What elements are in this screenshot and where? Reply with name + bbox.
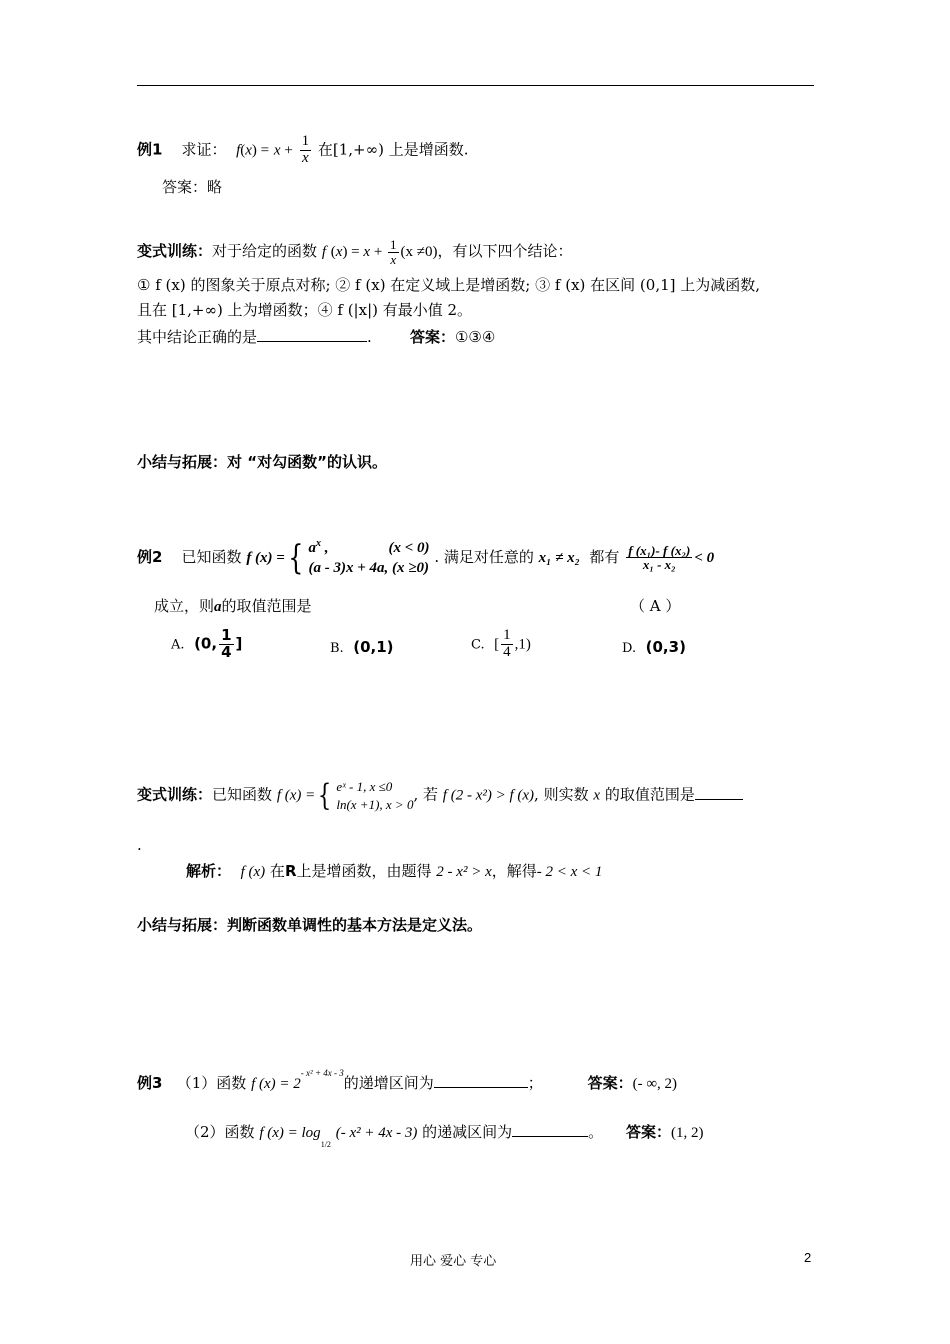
option-c bbox=[471, 628, 531, 661]
example-2-all: 都有 bbox=[589, 547, 620, 566]
example-1-prompt: 求证： bbox=[181, 140, 227, 159]
example-1-answer: 答案：略 bbox=[162, 178, 223, 196]
footer-motto: 用心 爱心 专心 bbox=[410, 1254, 497, 1269]
variant-2-analysis-in: 在 bbox=[269, 862, 285, 880]
variant-2-intro: 已知函数 bbox=[212, 785, 273, 804]
page-number: 2 bbox=[804, 1250, 812, 1265]
variant-2-cases bbox=[336, 778, 413, 813]
example-1-label: 例1 bbox=[137, 140, 163, 159]
example-3-p2-answer: (1, 2) bbox=[670, 1125, 704, 1141]
variant-1-statements-1: ① f (x) 的图象关于原点对称; ② f (x) 在定义域上是增函数; ③ f (x) 在区间 (0,1] 上为减函数, bbox=[137, 276, 761, 294]
option-a-fraction bbox=[219, 628, 233, 661]
option-b-text: (0,1) bbox=[353, 638, 394, 656]
option-c-pre: [ bbox=[494, 636, 500, 653]
example-3-p1-func: f (x) = 2 bbox=[251, 1076, 301, 1092]
variant-2-analysis bbox=[186, 862, 602, 881]
example-3-p2-blank bbox=[512, 1122, 588, 1137]
option-c-letter: C. bbox=[471, 637, 485, 653]
option-c-num: 1 bbox=[503, 627, 511, 643]
example-3-p2-end: 。 bbox=[588, 1123, 604, 1141]
example-1-fraction bbox=[300, 134, 312, 167]
variant-2-line bbox=[137, 778, 743, 813]
option-a-num: 1 bbox=[221, 626, 232, 644]
example-1-x: x bbox=[245, 142, 252, 159]
example-2-line bbox=[137, 537, 714, 579]
variant-2-answer-blank bbox=[695, 785, 743, 800]
example-3-part-1 bbox=[137, 1068, 677, 1093]
option-c-den: 4 bbox=[503, 643, 511, 660]
example-3-p1-pre: （1）函数 bbox=[176, 1074, 247, 1092]
example-3-p2-base: 1/2 bbox=[320, 1140, 331, 1149]
variant-2-analysis-fx: f (x) bbox=[240, 864, 266, 880]
option-a-den: 4 bbox=[221, 642, 232, 661]
variant-2-brace: { bbox=[318, 777, 332, 813]
header-rule bbox=[137, 85, 814, 86]
example-1-f: f bbox=[236, 142, 241, 159]
option-a-post: ] bbox=[235, 634, 243, 653]
example-2-var-a: a bbox=[214, 599, 222, 615]
variant-2-fx: f (x) = bbox=[276, 787, 316, 804]
example-1-eq: ) = bbox=[251, 142, 270, 159]
example-3-p1-answer: (- ∞, 2) bbox=[632, 1076, 678, 1092]
example-1-plus: + bbox=[280, 142, 293, 159]
example-3-p2-ans-label: 答案： bbox=[625, 1123, 671, 1141]
example-2-case1-tail: , bbox=[321, 540, 329, 556]
example-2-cases bbox=[309, 537, 430, 579]
variant-2-analysis-mid2: ，解得 bbox=[491, 862, 537, 880]
example-3-p2-pre: （2）函数 bbox=[185, 1123, 255, 1141]
option-a-pre: (0, bbox=[194, 634, 218, 653]
example-3-label: 例3 bbox=[137, 1074, 163, 1092]
option-b bbox=[330, 638, 394, 657]
variant-1-answer-blank bbox=[257, 327, 367, 342]
variant-2-analysis-R: R bbox=[284, 862, 297, 880]
example-2-line2-tail: 的取值范围是 bbox=[221, 597, 312, 615]
example-3-p1-exp: - x² + 4x - 3 bbox=[300, 1068, 344, 1078]
variant-1-line: 变式训练：对于给定的函数 f (x) = x + $\frac{1}{x}$ (x ≠0)，有以下四个结论： bbox=[137, 237, 573, 267]
option-a-letter: A. bbox=[171, 637, 185, 653]
example-3-p1-blank bbox=[434, 1073, 528, 1088]
option-c-fraction bbox=[501, 628, 513, 661]
variant-1-func-tail: (x ≠0)，有以下四个结论： bbox=[400, 244, 573, 261]
example-2-label: 例2 bbox=[137, 547, 163, 566]
example-2-intro: 已知函数 bbox=[181, 547, 242, 566]
variant-1-intro: 对于给定的函数 bbox=[212, 242, 318, 261]
example-2-line2-text: 成立，则 bbox=[154, 597, 215, 615]
example-1-frac-den: x bbox=[302, 149, 309, 166]
variant-1-question-text: 其中结论正确的是 bbox=[137, 328, 258, 346]
example-2-lt0: < 0 bbox=[694, 549, 715, 566]
option-b-letter: B. bbox=[330, 641, 344, 656]
example-2-neq: x₁ ≠ x₂ bbox=[538, 549, 580, 566]
variant-1-dot: . bbox=[367, 328, 372, 346]
example-3-p1-end: ； bbox=[527, 1074, 543, 1092]
example-2-fx: f (x) = bbox=[246, 549, 285, 566]
option-a bbox=[171, 628, 242, 661]
variant-2-analysis-solution: - 2 < x < 1 bbox=[536, 864, 603, 880]
example-3-p1-ans-label: 答案： bbox=[587, 1074, 633, 1092]
summary-2: 小结与拓展：判断函数单调性的基本方法是定义法。 bbox=[137, 916, 483, 934]
example-2-case1-cond: (x < 0) bbox=[388, 540, 430, 556]
variant-2-case1: eˣ - 1, x ≤0 bbox=[336, 779, 393, 794]
example-2-frac-num: f (x₁)- f (x₂) bbox=[628, 542, 691, 558]
variant-2-tail: , 则实数 bbox=[534, 785, 589, 804]
example-3-p1-tail: 的递增区间为 bbox=[343, 1074, 434, 1092]
variant-1-question bbox=[137, 327, 495, 346]
example-2-choice: （ A ） bbox=[630, 597, 681, 615]
variant-2-label: 变式训练： bbox=[137, 785, 213, 804]
example-2-line-2 bbox=[154, 597, 312, 616]
example-2-case1-expr: a bbox=[308, 540, 316, 556]
example-1-frac-num: 1 bbox=[301, 133, 310, 149]
example-2-fraction bbox=[626, 544, 692, 572]
example-3-p2-func: f (x) = log bbox=[259, 1125, 321, 1141]
example-2-case1-sup: x bbox=[316, 538, 321, 549]
variant-1-label: 变式训练： bbox=[137, 242, 213, 261]
variant-2-var-x: x bbox=[593, 787, 601, 804]
variant-2-case2: ln(x +1), x > 0 bbox=[336, 796, 414, 812]
example-1-line: 例1 求证： f(x) = x + $\frac{1}{x}$ 在[1,+∞) 上是增函数. bbox=[137, 133, 469, 166]
summary-1: 小结与拓展：对 “对勾函数”的认识。 bbox=[137, 453, 387, 471]
example-2-case2: (a - 3)x + 4a, (x ≥0) bbox=[308, 560, 430, 577]
variant-2-dot: . bbox=[137, 836, 142, 854]
example-3-p2-tail: 的递减区间为 bbox=[422, 1123, 513, 1141]
example-1-tail: 在[1,+∞) 上是增函数. bbox=[317, 140, 469, 159]
variant-1-answer: ①③④ bbox=[454, 328, 496, 346]
variant-2-analysis-label: 解析： bbox=[186, 862, 232, 880]
variant-1-fraction: $\frac{1}{x}$ bbox=[390, 237, 397, 267]
variant-2-cond: , 若 bbox=[413, 785, 438, 804]
option-d-letter: D. bbox=[622, 641, 637, 656]
variant-2-analysis-mid: 上是增函数，由题得 bbox=[296, 862, 432, 880]
example-2-mid: . 满足对任意的 bbox=[434, 547, 534, 566]
option-d-text: (0,3) bbox=[645, 638, 686, 656]
variant-2-analysis-ineq: 2 - x² > x bbox=[436, 864, 492, 880]
example-2-brace: { bbox=[288, 537, 304, 578]
example-2-frac-den: x₁ - x₂ bbox=[642, 557, 676, 573]
variant-2-tail2: 的取值范围是 bbox=[604, 785, 695, 804]
option-c-post: ,1) bbox=[514, 636, 531, 653]
variant-1-statements-2: 且在 [1,+∞) 上为增函数；④ f (|x|) 有最小值 2。 bbox=[137, 301, 473, 319]
option-d bbox=[622, 638, 686, 657]
variant-1-answer-label: 答案： bbox=[409, 328, 455, 346]
example-3-part-2 bbox=[185, 1122, 703, 1150]
variant-2-ineq: f (2 - x²) > f (x) bbox=[442, 787, 535, 804]
example-3-p2-arg: (- x² + 4x - 3) bbox=[335, 1125, 418, 1141]
